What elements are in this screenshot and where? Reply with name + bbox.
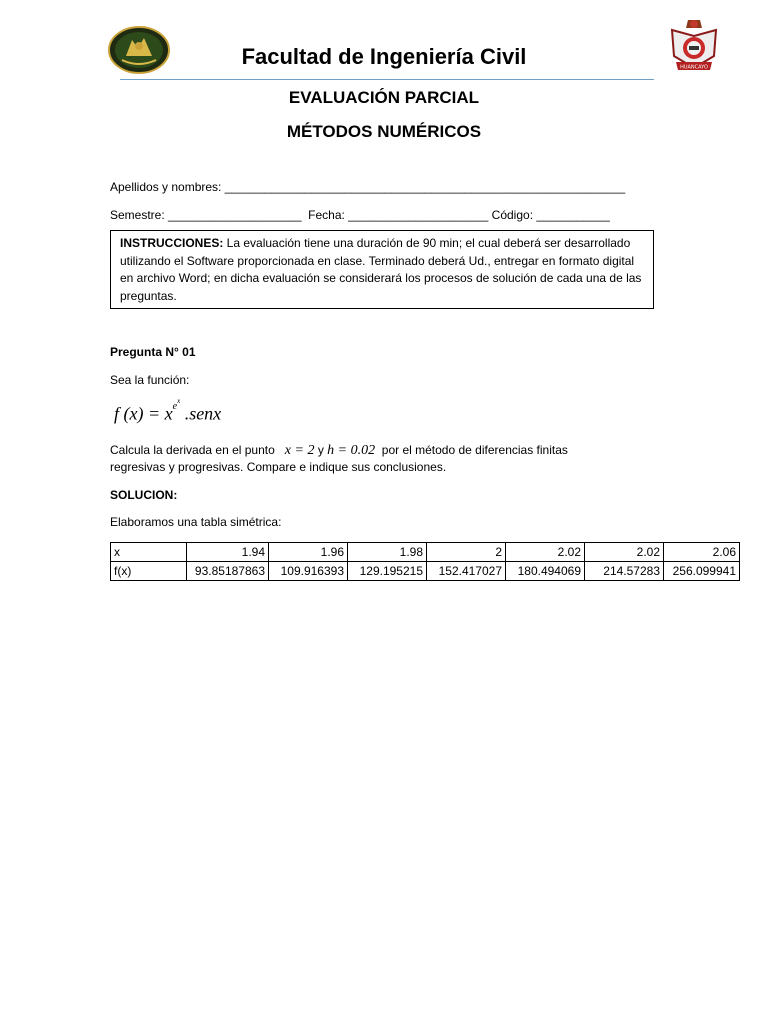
table-cell: 214.57283	[585, 562, 664, 581]
formula-lhs: f (x) = x	[114, 403, 173, 424]
table-cell: 256.099941	[664, 562, 740, 581]
table-cell: 1.98	[348, 543, 427, 562]
solution-heading: SOLUCION:	[110, 488, 178, 502]
calc-line-1	[110, 443, 568, 459]
table-cell: 152.417027	[427, 562, 506, 581]
table-intro: Elaboramos una tabla simétrica:	[110, 515, 282, 529]
table-cell: 2.02	[585, 543, 664, 562]
table-cell: 2.02	[506, 543, 585, 562]
formula-exp-sup: x	[177, 397, 181, 405]
instructions-box	[110, 230, 654, 309]
y-word: y	[317, 443, 324, 457]
table-row	[111, 562, 740, 581]
header-divider	[120, 79, 654, 80]
table-cell: 1.96	[269, 543, 348, 562]
table-cell: 93.85187863	[187, 562, 269, 581]
exam-title: EVALUACIÓN PARCIAL	[288, 88, 480, 107]
function-formula	[114, 397, 222, 424]
instructions-text: La evaluación tiene una duración de 90 min; el cual deberá ser desarrollado utilizando el Software proporcionada en clase. Terminado deberá Ud., entregar en formato digital en archivo Word; en dicha evaluación se considerará los procesos de solución de cada una de las preguntas.	[120, 236, 642, 303]
calc-text-2: por el método de diferencias finitas	[381, 443, 568, 457]
calc-text-1: Calcula la derivada en el punto	[110, 443, 275, 457]
question-intro: Sea la función:	[110, 373, 190, 387]
instructions-label: INSTRUCCIONES:	[120, 236, 224, 250]
table-cell: 109.916393	[269, 562, 348, 581]
seal-text: HUANCAYO	[680, 64, 708, 71]
formula-exp-base: e	[172, 401, 178, 413]
table-row	[111, 543, 740, 562]
table-row-label: x	[111, 543, 187, 562]
table-cell: 180.494069	[506, 562, 585, 581]
table-cell: 1.94	[187, 543, 269, 562]
calc-line-2: regresivas y progresivas. Compare e indique sus conclusiones.	[110, 460, 447, 474]
course-title: MÉTODOS NUMÉRICOS	[286, 122, 482, 141]
names-field-line: Apellidos y nombres: ____________________________________________________________	[110, 180, 626, 194]
semester-field-line: Semestre: ____________________ Fecha: _____________________ Código: ___________	[110, 208, 610, 222]
table-row-label: f(x)	[111, 562, 187, 581]
table-cell: 129.195215	[348, 562, 427, 581]
values-table	[110, 542, 740, 581]
table-cell: 2.06	[664, 543, 740, 562]
math-h: h = 0.02	[327, 443, 376, 458]
faculty-title: Facultad de Ingeniería Civil	[241, 44, 527, 69]
table-cell: 2	[427, 543, 506, 562]
question-heading: Pregunta N° 01	[110, 345, 196, 359]
math-x: x = 2	[284, 443, 315, 458]
formula-rhs: .senx	[180, 403, 222, 424]
